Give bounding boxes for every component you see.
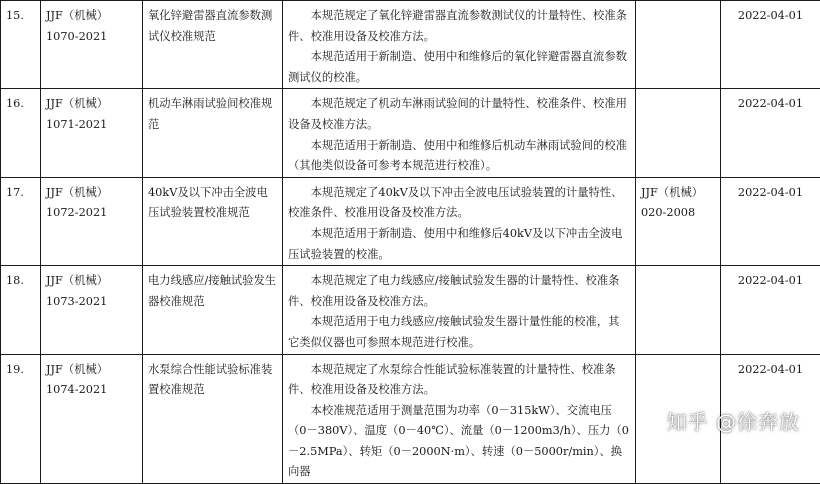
table-row [1,266,820,354]
standard-code-prefix: JJF（机械） [46,94,137,115]
scope-paragraph: 本规范适用于新制造、使用中和维修后的氧化锌避雷器直流参数测试仪的校准。 [288,47,630,88]
implementation-date: 2022-04-01 [721,266,820,354]
table-row [1,1,820,89]
implementation-date: 2022-04-01 [721,1,820,89]
scope-paragraph: 本规范适用于电力线感应/接触试验发生器计量性能的校准，其它类似仪器也可参照本规范进行校准。 [288,312,630,353]
standard-name: 40kV及以下冲击全波电压试验装置校准规范 [143,177,283,265]
standard-code-number: 1074-2021 [46,380,137,401]
implementation-date: 2022-04-01 [721,177,820,265]
replaced-standard [636,1,721,89]
standard-code [41,1,143,89]
scope-paragraph: 本规范适用于新制造、使用中和维修后机动车淋雨试验间的校准（其他类似设备可参考本规范进行校准）。 [288,136,630,177]
scope-paragraph: 本规范规定了机动车淋雨试验间的计量特性、校准条件、校准用设备及校准方法。 [288,94,630,135]
table-row [1,177,820,265]
standard-scope [283,1,636,89]
standard-code-prefix: JJF（机械） [46,183,137,204]
standard-scope [283,89,636,177]
scope-paragraph: 本规范规定了水泵综合性能试验标准装置的计量特性、校准条件、校准用设备及校准方法。 [288,360,630,401]
standard-code-number: 1070-2021 [46,27,137,48]
replaced-standard [636,89,721,177]
standard-name: 水泵综合性能试验标准装置校准规范 [143,354,283,484]
standard-code [41,89,143,177]
replaced-standard-number: 020-2008 [641,203,715,224]
replaced-standard [636,266,721,354]
row-number: 15. [1,1,41,89]
standard-code-number: 1073-2021 [46,292,137,313]
standard-scope [283,266,636,354]
standard-scope [283,177,636,265]
implementation-date: 2022-04-01 [721,354,820,484]
replaced-standard [636,177,721,265]
standard-code-prefix: JJF（机械） [46,360,137,381]
standard-code-prefix: JJF（机械） [46,271,137,292]
standard-scope [283,354,636,484]
standard-code-number: 1072-2021 [46,203,137,224]
replaced-standard-prefix: JJF（机械） [641,183,715,204]
standard-name: 电力线感应/接触试验发生器校准规范 [143,266,283,354]
standard-code [41,266,143,354]
scope-paragraph: 本校准规范适用于测量范围为功率（0－315kW）、交流电压（0－380V）、温度（0－40℃）、流量（0－1200m3/h）、压力（0－2.5MPa）、转矩（0－2000N·m）、转速（0－5000r/min）、换向器 [288,401,630,483]
table-row [1,89,820,177]
standard-code [41,354,143,484]
standard-code-prefix: JJF（机械） [46,6,137,27]
scope-paragraph: 本规范规定了电力线感应/接触试验发生器的计量特性、校准条件、校准用设备及校准方法。 [288,271,630,312]
standard-name: 机动车淋雨试验间校准规范 [143,89,283,177]
row-number: 16. [1,89,41,177]
implementation-date: 2022-04-01 [721,89,820,177]
scope-paragraph: 本规范规定了40kV及以下冲击全波电压试验装置的计量特性、校准条件、校准用设备及校准方法。 [288,183,630,224]
row-number: 19. [1,354,41,484]
standard-code-number: 1071-2021 [46,115,137,136]
watermark: 知乎 @徐奔放 [667,406,800,435]
standard-code [41,177,143,265]
scope-paragraph: 本规范规定了氧化锌避雷器直流参数测试仪的计量特性、校准条件、校准用设备及校准方法。 [288,6,630,47]
row-number: 17. [1,177,41,265]
scope-paragraph: 本规范适用于新制造、使用中和维修后40kV及以下冲击全波电压试验装置的校准。 [288,224,630,265]
row-number: 18. [1,266,41,354]
standard-name: 氧化锌避雷器直流参数测试仪校准规范 [143,1,283,89]
